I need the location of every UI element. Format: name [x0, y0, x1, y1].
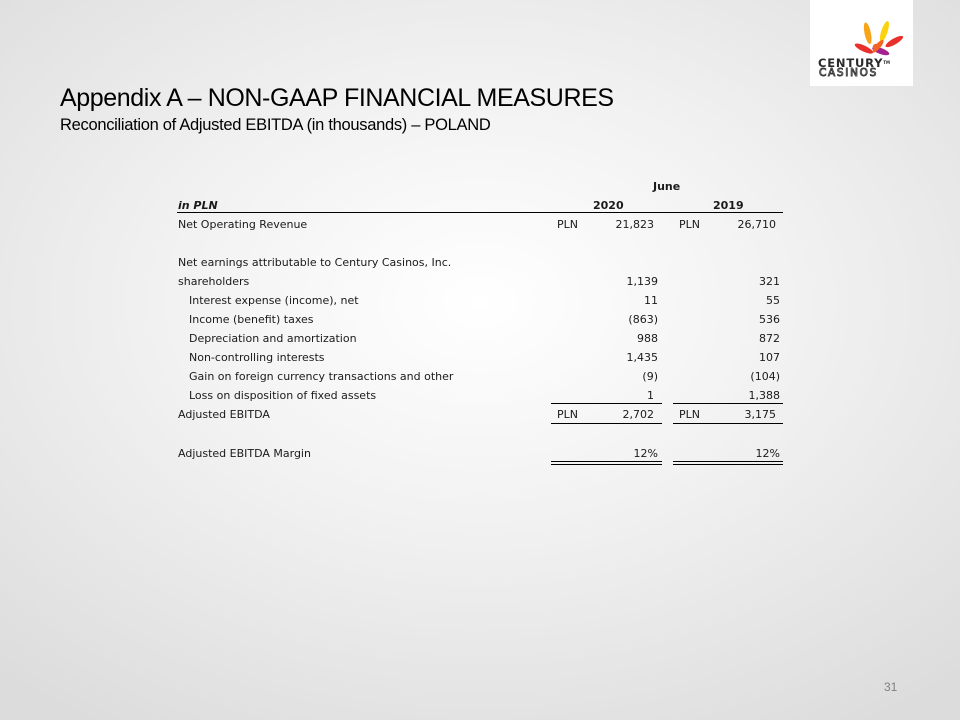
value-2019: 26,710	[737, 218, 776, 231]
value-2020: 21,823	[615, 218, 654, 231]
value-2019: 107	[759, 351, 780, 364]
total-rule-2020	[551, 423, 662, 424]
subtotal-rule-2019	[673, 403, 783, 404]
row-label-net-earnings-cont: shareholders	[178, 275, 250, 288]
value-2019: 55	[766, 294, 780, 307]
value-2020: (863)	[628, 313, 658, 326]
currency-label: PLN	[557, 408, 578, 421]
value-2020: (9)	[642, 370, 658, 383]
period-header: June	[653, 180, 681, 193]
value-2019: (104)	[750, 370, 780, 383]
double-rule-2020	[551, 461, 662, 465]
value-2020: 12%	[633, 447, 658, 460]
value-2019: 12%	[755, 447, 780, 460]
currency-label: PLN	[679, 408, 700, 421]
page-title: Appendix A – NON-GAAP FINANCIAL MEASURES	[60, 84, 614, 112]
value-2019: 872	[759, 332, 780, 345]
row-label-adjusted-ebitda-margin: Adjusted EBITDA Margin	[178, 447, 311, 460]
row-label-non-controlling: Non-controlling interests	[189, 351, 325, 364]
year-2019-header: 2019	[713, 199, 744, 212]
subtotal-rule-2020	[551, 403, 662, 404]
header-rule	[177, 212, 783, 213]
logo-wordmark-casinos: CASINOS	[819, 67, 878, 79]
row-label-adjusted-ebitda: Adjusted EBITDA	[178, 408, 270, 421]
row-label-depreciation: Depreciation and amortization	[189, 332, 357, 345]
row-label-fx-gain: Gain on foreign currency transactions and other	[189, 370, 454, 383]
currency-label: PLN	[557, 218, 578, 231]
page-number: 31	[884, 680, 898, 694]
value-2019: 3,175	[744, 408, 776, 421]
row-label-income-taxes: Income (benefit) taxes	[189, 313, 314, 326]
double-rule-2019	[673, 461, 783, 465]
value-2020: 988	[637, 332, 658, 345]
total-rule-2019	[673, 423, 783, 424]
value-2019: 1,388	[748, 389, 780, 402]
value-2019: 536	[759, 313, 780, 326]
year-2020-header: 2020	[593, 199, 624, 212]
value-2020: 11	[644, 294, 658, 307]
value-2020: 1,435	[626, 351, 658, 364]
page-subtitle: Reconciliation of Adjusted EBITDA (in thousands) – POLAND	[60, 116, 491, 134]
value-2020: 1,139	[626, 275, 658, 288]
logo-wordmark-century: CENTURY™	[818, 56, 890, 70]
unit-label: in PLN	[178, 199, 218, 212]
value-2019: 321	[759, 275, 780, 288]
value-2020: 1	[647, 389, 654, 402]
row-label-net-operating-revenue: Net Operating Revenue	[178, 218, 308, 231]
row-label-interest-expense: Interest expense (income), net	[189, 294, 359, 307]
currency-label: PLN	[679, 218, 700, 231]
value-2020: 2,702	[622, 408, 654, 421]
row-label-loss-disposition: Loss on disposition of fixed assets	[189, 389, 377, 402]
row-label-net-earnings: Net earnings attributable to Century Casinos, Inc.	[178, 256, 452, 269]
